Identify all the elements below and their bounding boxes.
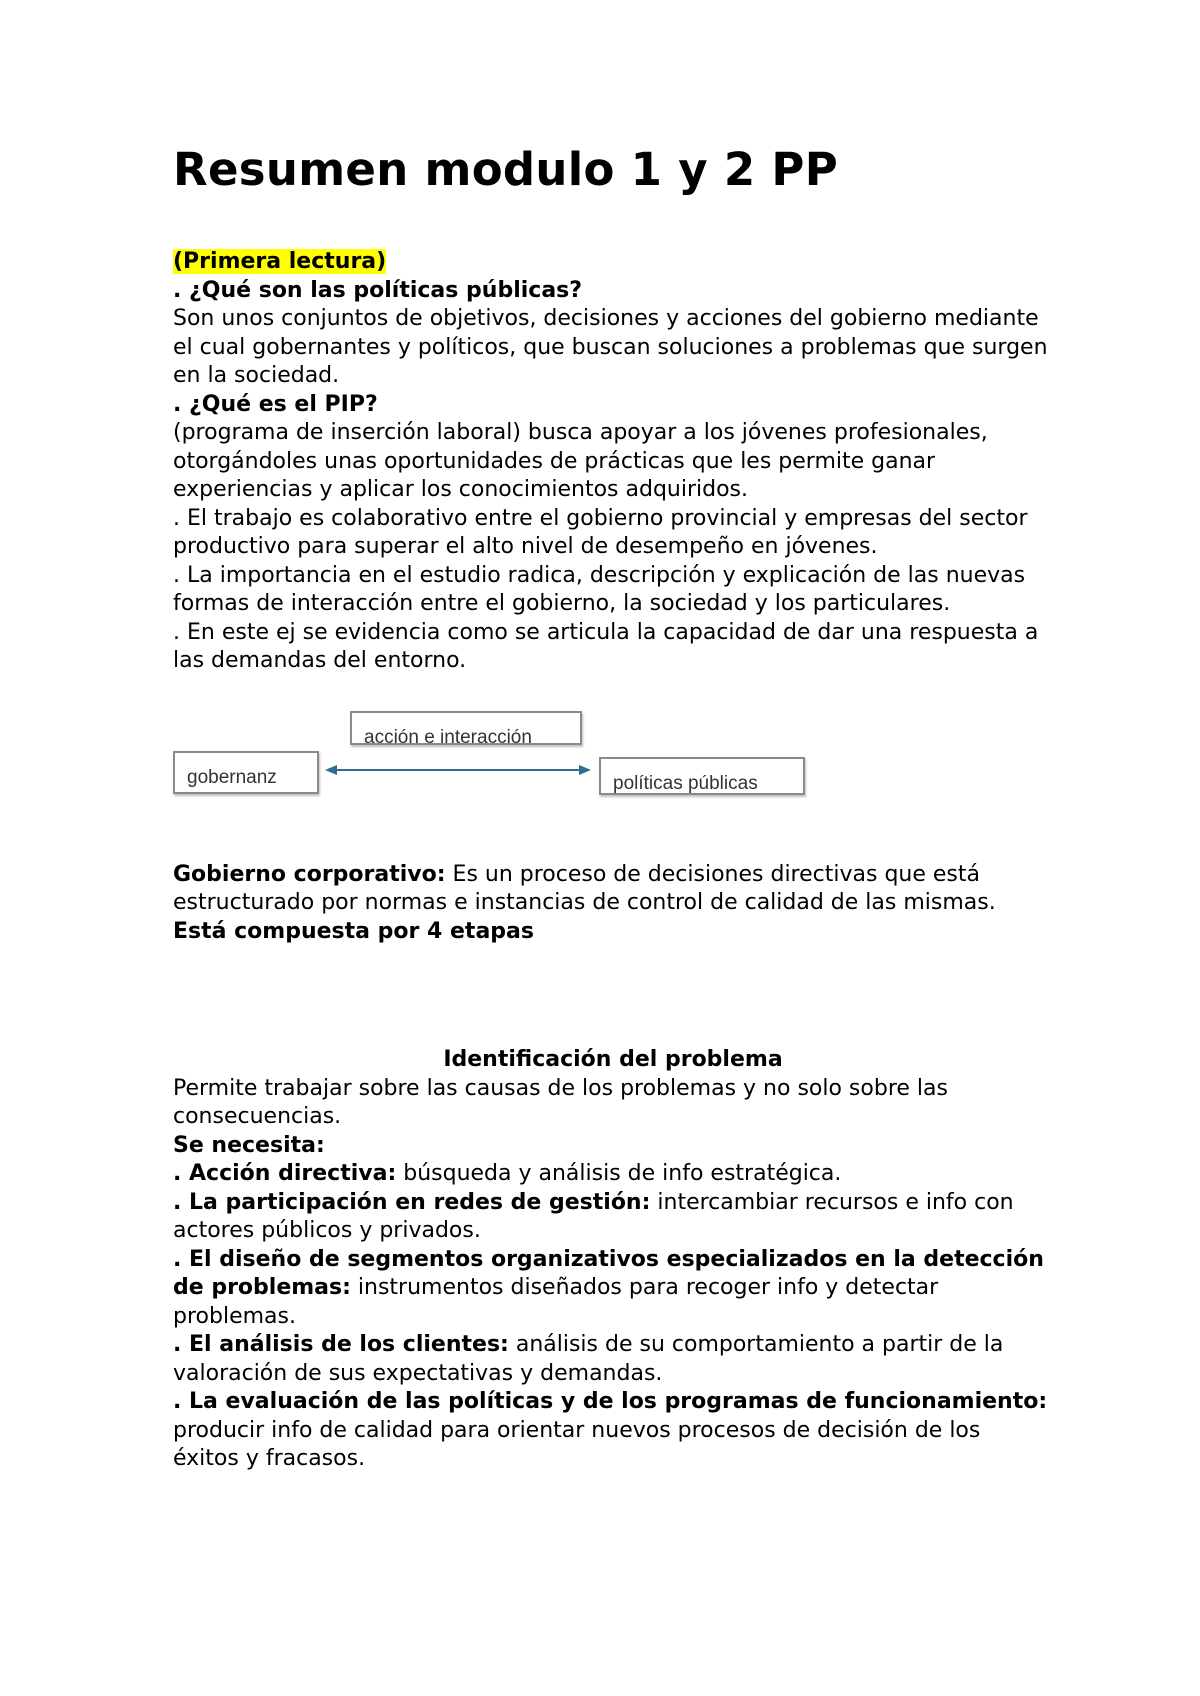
list-item — [173, 1331, 1053, 1388]
gobierno-corporativo-stages: Está compuesta por 4 etapas — [173, 918, 534, 944]
double-arrow-connector — [323, 763, 593, 777]
answer-pip: (programa de inserción laboral) busca apoyar a los jóvenes profesionales, otorgándoles unas oportunidades de prácticas que les permite ganar experiencias y aplicar los conocimientos adquiridos. — [173, 420, 988, 502]
gobierno-corporativo-definition: Es un proceso de decisiones directivas que está estructurado por normas e instancias de control de calidad de las mismas. — [173, 861, 996, 915]
list-item-term: . La evaluación de las políticas y de los programas de funcionamiento: — [173, 1389, 1048, 1414]
list-item-term: . El análisis de los clientes: — [173, 1332, 509, 1357]
list-item-text: instrumentos diseñados para recoger info y detectar problemas. — [173, 1275, 939, 1329]
question-politicas-publicas: . ¿Qué son las políticas públicas? — [173, 277, 583, 303]
diagram-box-politicas-publicas: políticas públicas — [599, 757, 805, 795]
list-item-term: . El diseño de segmentos organizativos especializados en la detección de problemas: — [173, 1246, 1044, 1300]
list-item-term: . La participación en redes de gestión: — [173, 1189, 651, 1215]
list-item — [173, 1189, 1053, 1246]
paragraph-trabajo-colaborativo: . El trabajo es colaborativo entre el gobierno provincial y empresas del sector productivo para superar el alto nivel de desempeño en jóvenes. — [173, 505, 1028, 559]
governance-diagram — [173, 711, 1053, 861]
list-item — [173, 1246, 1053, 1332]
diagram-box-gobernanza: gobernanz — [173, 751, 319, 794]
document-title: Resumen modulo 1 y 2 PP — [173, 143, 838, 196]
identificacion-intro: Permite trabajar sobre las causas de los problemas y no solo sobre las consecuencias. — [173, 1075, 948, 1129]
section-label-highlight: (Primera lectura) — [173, 249, 387, 274]
list-item-text: búsqueda y análisis de info estratégica. — [396, 1161, 842, 1186]
list-item-text: producir info de calidad para orientar nuevos procesos de decisión de los éxitos y fracasos. — [173, 1417, 981, 1471]
list-item-text: análisis de su comportamiento a partir de la valoración de sus expectativas y demandas. — [173, 1332, 1004, 1386]
diagram-box-accion-interaccion: acción e interacción — [350, 711, 582, 745]
paragraph-importancia: . La importancia en el estudio radica, descripción y explicación de las nuevas formas de interacción entre el gobierno, la sociedad y los particulares. — [173, 562, 1026, 616]
list-item — [173, 1160, 1053, 1189]
document-body — [173, 248, 1053, 1474]
paragraph-ejemplo: . En este ej se evidencia como se articula la capacidad de dar una respuesta a las demandas del entorno. — [173, 619, 1039, 673]
needs-label: Se necesita: — [173, 1132, 325, 1158]
list-item — [173, 1388, 1053, 1474]
list-item-text: intercambiar recursos e info con actores públicos y privados. — [173, 1189, 1014, 1243]
gobierno-corporativo-term: Gobierno corporativo: — [173, 861, 446, 887]
question-pip: . ¿Qué es el PIP? — [173, 391, 378, 417]
gobierno-corporativo-paragraph — [173, 861, 1053, 947]
document-page — [173, 140, 1053, 1474]
list-item-term: . Acción directiva: — [173, 1161, 397, 1186]
answer-politicas-publicas: Son unos conjuntos de objetivos, decisiones y acciones del gobierno mediante el cual gobernantes y políticos, que buscan soluciones a problemas que surgen en la sociedad. — [173, 306, 1048, 388]
section-heading-identificacion: Identificación del problema — [443, 1047, 783, 1072]
